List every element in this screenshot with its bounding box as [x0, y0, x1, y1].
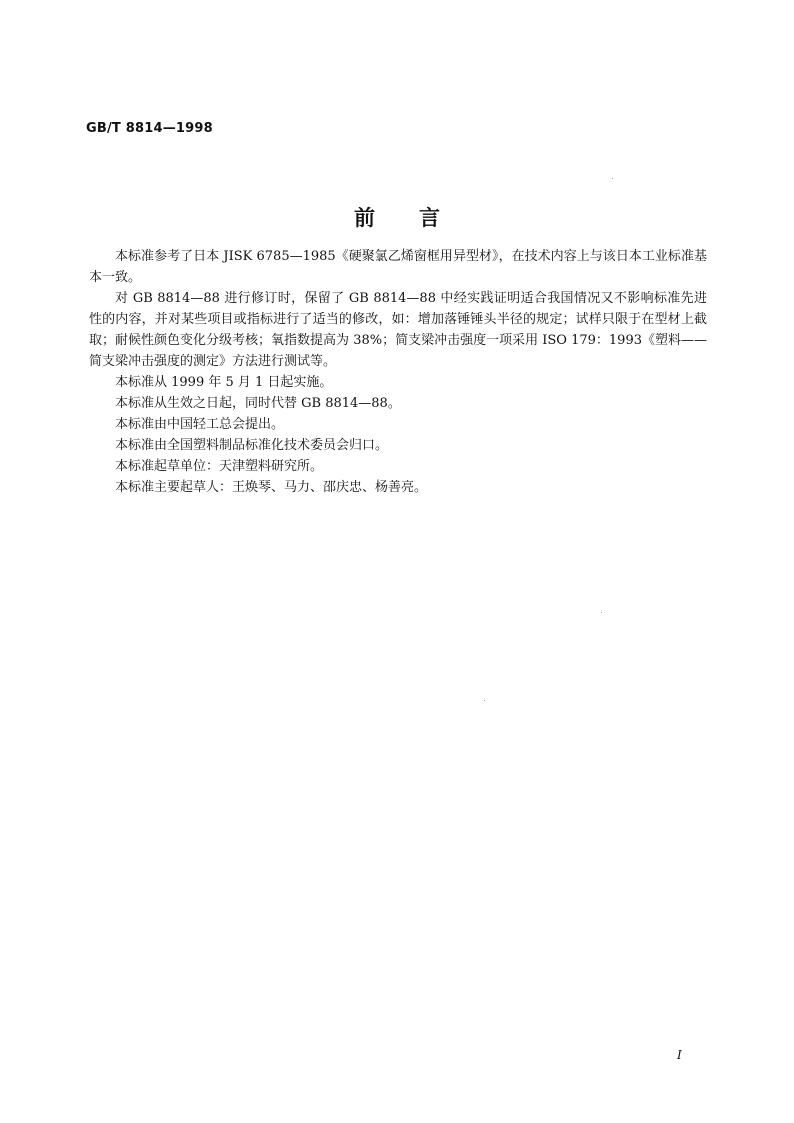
standard-code: GB/T 8814—1998	[86, 121, 213, 136]
page-title: 前言	[354, 206, 484, 230]
paragraph-revision: 对 GB 8814—88 进行修订时，保留了 GB 8814—88 中经实践证明适合我国情况又不影响标准先进性的内容，并对某些项目或指标进行了适当的修改，如：增加落锤锤头半径的规定；试样只限于在型材上截取；耐候性颜色变化分级考核；氧指数提高为 38%；简支梁冲击强度一项采用 ISO 179：1993《塑料——简支梁冲击强度的测定》方法进行测试等。	[89, 291, 707, 369]
foreword-body	[89, 246, 707, 498]
paragraph-replaces: 本标准从生效之日起，同时代替 GB 8814—88。	[115, 396, 401, 411]
paragraph-drafting-unit: 本标准起草单位：天津塑料研究所。	[115, 459, 324, 474]
scan-speck	[484, 700, 485, 701]
scan-speck	[601, 612, 602, 613]
paragraph-drafters: 本标准主要起草人：王焕琴、马力、邵庆忠、杨善亮。	[115, 480, 428, 495]
paragraph-effective-date: 本标准从 1999 年 5 月 1 日起实施。	[115, 375, 333, 390]
scan-speck	[612, 178, 613, 179]
paragraph-proposed-by: 本标准由中国轻工总会提出。	[115, 417, 285, 432]
paragraph-reference: 本标准参考了日本 JISK 6785—1985《硬聚氯乙烯窗框用异型材》，在技术内容上与该日本工业标准基本一致。	[89, 249, 707, 285]
paragraph-under-jurisdiction: 本标准由全国塑料制品标准化技术委员会归口。	[115, 438, 389, 453]
page-number: I	[677, 1048, 682, 1062]
